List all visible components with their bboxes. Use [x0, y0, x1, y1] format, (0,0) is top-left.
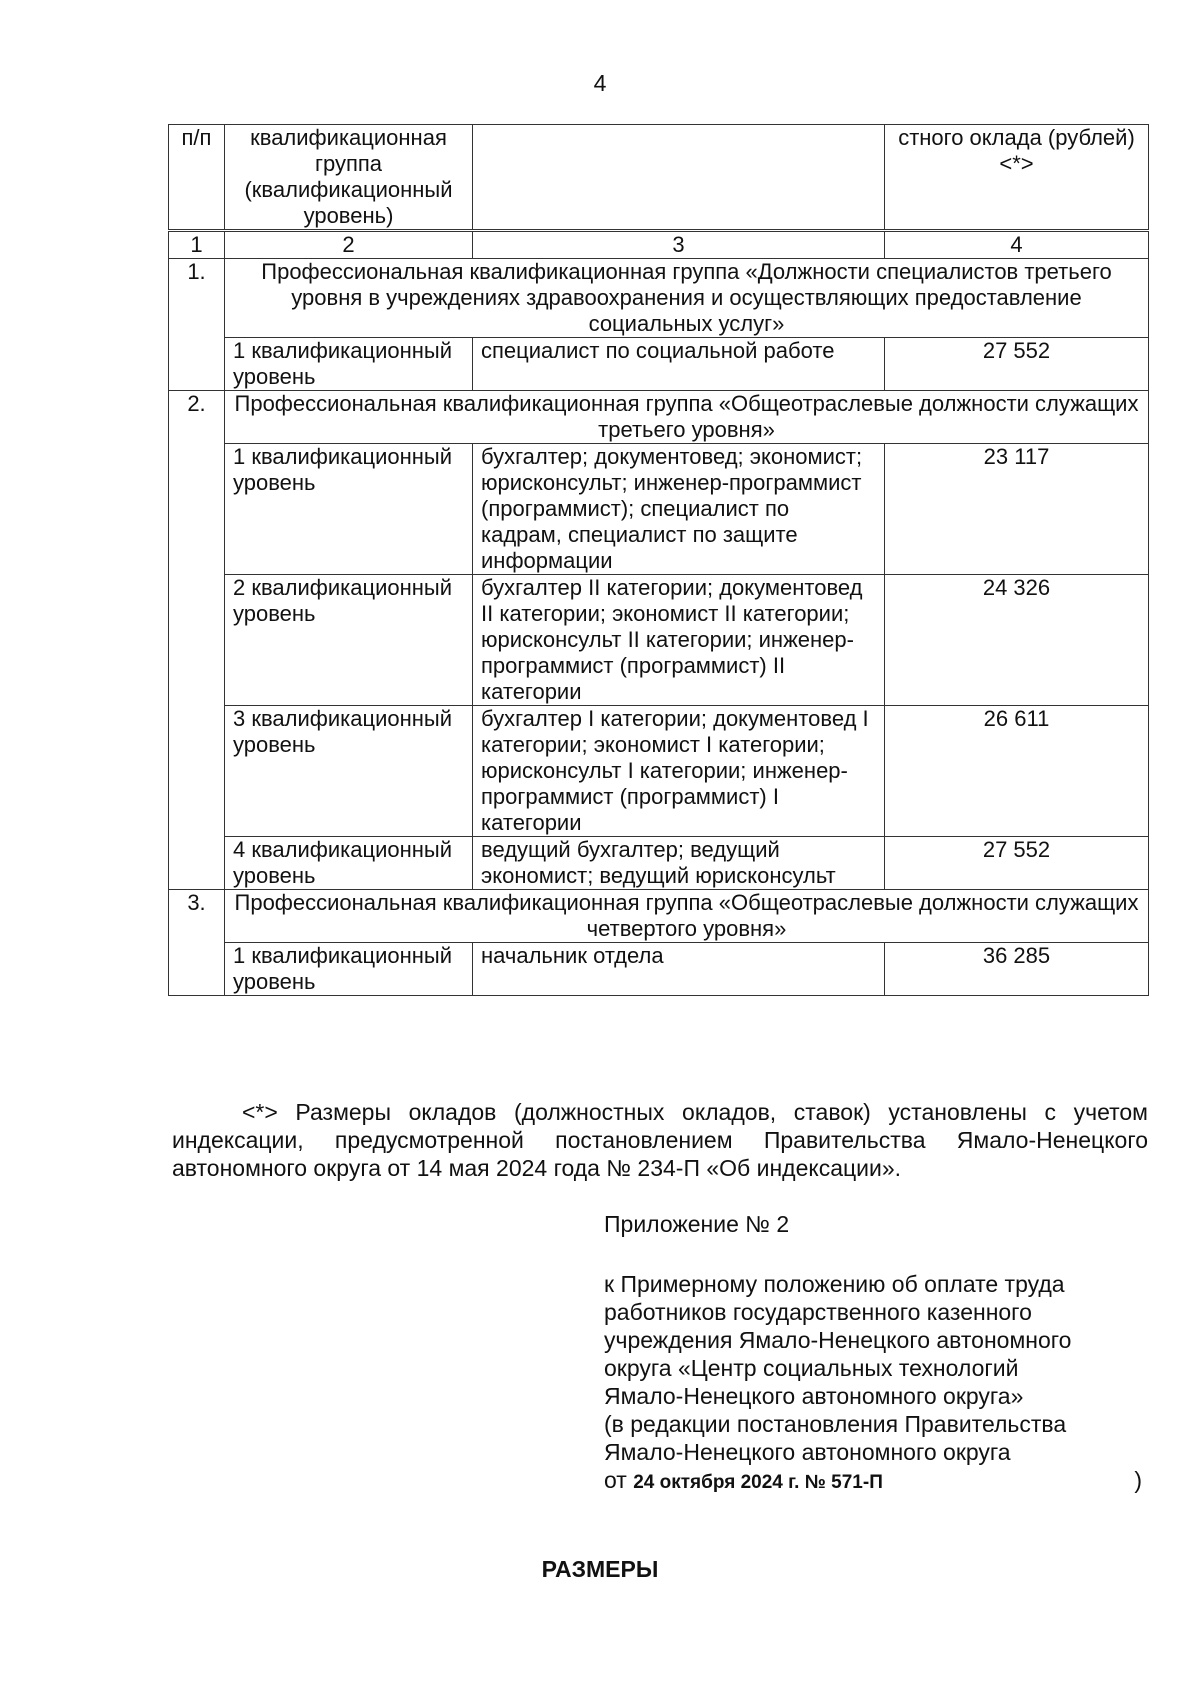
section-heading: РАЗМЕРЫ	[541, 1556, 659, 1582]
positions: бухгалтер; документовед; экономист; юрисконсульт; инженер-программист (программист); специалист по кадрам, специалист по защите информации	[473, 444, 885, 575]
group-number: 3.	[169, 890, 225, 996]
positions: начальник отдела	[473, 943, 885, 996]
group-title-row	[169, 391, 1149, 444]
group-title: Профессиональная квалификационная группа «Должности специалистов третьего уровня в учреждениях здравоохранения и осуществляющих предоставление социальных услуг»	[225, 259, 1149, 338]
annex-line: (в редакции постановления Правительства	[604, 1411, 1067, 1437]
group-title-row	[169, 259, 1149, 338]
header-positions	[473, 125, 885, 231]
col-number: 4	[885, 231, 1149, 259]
table-row	[169, 837, 1149, 890]
header-group: квалификационная группа (квалификационный уровень)	[225, 125, 473, 231]
group-number: 2.	[169, 391, 225, 890]
col-number: 2	[225, 231, 473, 259]
qualification-level: 2 квалификационный уровень	[225, 575, 473, 706]
group-title-row	[169, 890, 1149, 943]
positions: бухгалтер I категории; документовед I категории; экономист I категории; юрисконсульт I категории; инженер-программист (программист) I категории	[473, 706, 885, 837]
annex-description	[604, 1270, 1150, 1466]
footnote: <*> Размеры окладов (должностных окладов, ставок) установлены с учетом индексации, предусмотренной постановлением Правительства Ямало-Ненецкого автономного округа от 14 мая 2024 года № 234-П «Об индексации».	[172, 1099, 1148, 1181]
salary-value: 24 326	[885, 575, 1149, 706]
positions: специалист по социальной работе	[473, 338, 885, 391]
annex-block	[604, 1210, 1150, 1497]
qualification-level: 4 квалификационный уровень	[225, 837, 473, 890]
column-numbers-row	[169, 231, 1149, 259]
page-number: 4	[593, 70, 607, 96]
qualification-level: 1 квалификационный уровень	[225, 943, 473, 996]
table-row	[169, 575, 1149, 706]
salary-value: 27 552	[885, 837, 1149, 890]
table-header-row	[169, 125, 1149, 231]
resolution-prefix: от	[604, 1467, 627, 1493]
salary-value: 27 552	[885, 338, 1149, 391]
table-row	[169, 943, 1149, 996]
salary-value: 23 117	[885, 444, 1149, 575]
col-number: 3	[473, 231, 885, 259]
annex-line: Ямало-Ненецкого автономного округа	[604, 1439, 1011, 1465]
qualification-level: 1 квалификационный уровень	[225, 338, 473, 391]
col-number: 1	[169, 231, 225, 259]
positions: ведущий бухгалтер; ведущий экономист; ведущий юрисконсульт	[473, 837, 885, 890]
table-row	[169, 338, 1149, 391]
annex-line: Ямало-Ненецкого автономного округа»	[604, 1383, 1024, 1409]
group-title: Профессиональная квалификационная группа «Общеотраслевые должности служащих четвертого уровня»	[225, 890, 1149, 943]
annex-line: работников государственного казенного	[604, 1299, 1032, 1325]
group-number: 1.	[169, 259, 225, 391]
table-row	[169, 444, 1149, 575]
positions: бухгалтер II категории; документовед II категории; экономист II категории; юрисконсульт II категории; инженер-программист (программист) II категории	[473, 575, 885, 706]
header-salary: стного оклада (рублей) <*>	[885, 125, 1149, 231]
annex-line: округа «Центр социальных технологий	[604, 1355, 1019, 1381]
salary-table	[168, 124, 1149, 996]
qualification-level: 1 квалификационный уровень	[225, 444, 473, 575]
salary-value: 26 611	[885, 706, 1149, 837]
annex-title: Приложение № 2	[604, 1211, 790, 1237]
header-num: п/п	[169, 125, 225, 231]
table-row	[169, 706, 1149, 837]
annex-line: к Примерному положению об оплате труда	[604, 1271, 1065, 1297]
salary-value: 36 285	[885, 943, 1149, 996]
group-title: Профессиональная квалификационная группа «Общеотраслевые должности служащих третьего уровня»	[225, 391, 1149, 444]
closing-parenthesis: )	[1134, 1467, 1142, 1493]
qualification-level: 3 квалификационный уровень	[225, 706, 473, 837]
resolution-date-number: 24 октября 2024 г. № 571-П	[633, 1472, 883, 1493]
resolution-reference	[604, 1466, 1150, 1497]
annex-line: учреждения Ямало-Ненецкого автономного	[604, 1327, 1072, 1353]
